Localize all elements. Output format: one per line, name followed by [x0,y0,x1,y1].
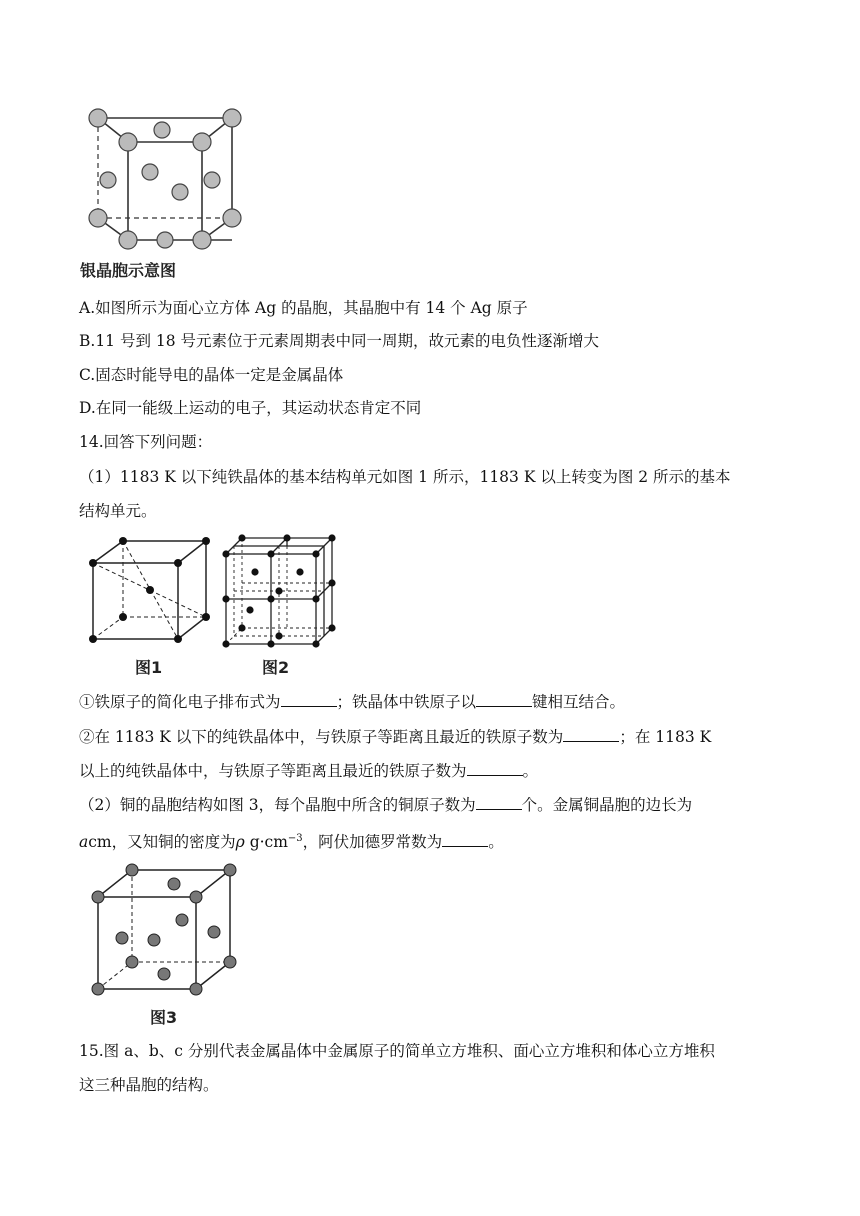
q14-title: 14.回答下列问题： [79,433,213,451]
var-rho: ρ [235,833,245,852]
q14-p1-line1: （1）1183 K 以下纯铁晶体的基本结构单元如图 1 所示，1183 K 以上转变为图 2 所示的基本 [79,468,731,486]
option-b: B.11 号到 18 号元素位于元素周期表中同一周期，故元素的电负性逐渐增大 [79,332,600,350]
answer-blank-3[interactable] [563,727,619,742]
s2-text-b: ；在 1183 K [619,728,712,746]
p2-line2-text-c: 。 [488,833,504,852]
unit-exponent: −3 [287,833,303,844]
answer-blank-2[interactable] [476,692,532,707]
q14-p1-line2: 结构单元。 [79,502,157,520]
fig2-fcc-cell [220,532,340,652]
p2-text-a: （2）铜的晶胞结构如图 3，每个晶胞中所含的铜原子数为 [79,796,476,814]
s2-line2-text-b: 。 [522,762,539,780]
s1-text-b: ；铁晶体中铁原子以 [336,693,477,711]
option-c: C.固态时能导电的晶体一定是金属晶体 [79,366,344,384]
answer-blank-6[interactable] [442,832,488,847]
q14-s2-line1 [79,727,711,747]
var-a: a [79,833,89,852]
s1-text-c: 键相互结合。 [532,693,626,711]
p2-line2-text-a: cm，又知铜的密度为 [88,833,236,852]
fig3-caption: 图3 [150,1008,178,1027]
s2-line2-text-a: 以上的纯铁晶体中，与铁原子等距离且最近的铁原子数为 [79,762,467,780]
fig3-copper-cell [88,862,248,1002]
option-a: A.如图所示为面心立方体 Ag 的晶胞，其晶胞中有 14 个 Ag 原子 [79,299,528,317]
option-d: D.在同一能级上运动的电子，其运动状态肯定不同 [79,399,422,417]
p2-line2-text-b: ，阿伏加德罗常数为 [302,833,443,852]
s2-text-a: ②在 1183 K 以下的纯铁晶体中，与铁原子等距离且最近的铁原子数为 [79,728,564,746]
silver-figure-caption: 银晶胞示意图 [80,261,177,280]
fig1-bcc-cell [85,535,215,653]
answer-blank-1[interactable] [281,692,337,707]
answer-blank-4[interactable] [467,761,523,776]
silver-unit-cell-figure [80,100,250,280]
q15-line2: 这三种晶胞的结构。 [79,1076,219,1094]
p2-text-b: 个。金属铜晶胞的边长为 [521,796,693,814]
q14-p2-line1 [79,795,692,815]
q15-line1: 15.图 a、b、c 分别代表金属晶体中金属原子的简单立方堆积、面心立方堆积和体心立方堆积 [79,1042,715,1060]
unit-text: g·cm [244,833,288,852]
answer-blank-5[interactable] [476,795,522,810]
s1-text-a: ①铁原子的简化电子排布式为 [79,693,281,711]
fig2-caption: 图2 [262,658,290,677]
q14-s1-line [79,692,625,712]
q14-s2-line2 [79,761,538,781]
q14-p2-line2 [79,829,504,852]
fig1-caption: 图1 [135,658,163,677]
